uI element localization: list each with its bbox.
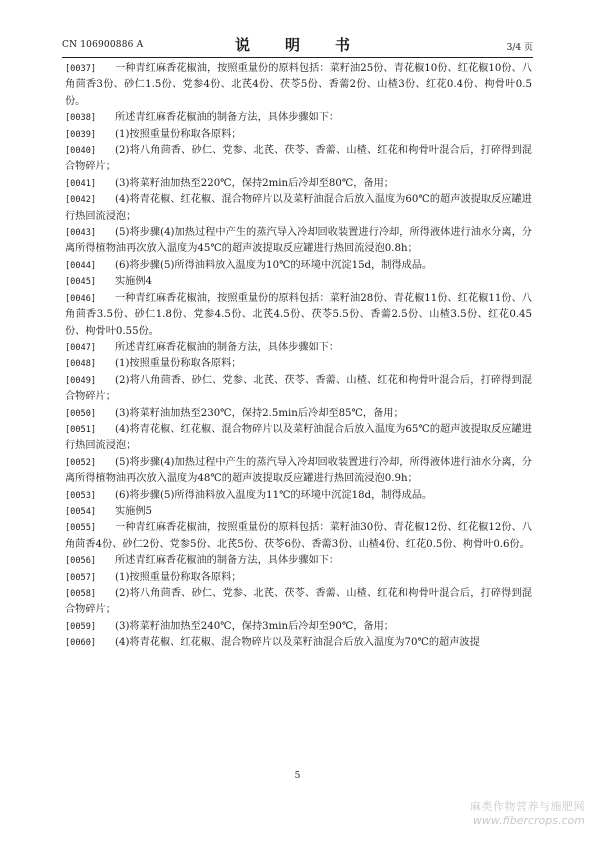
document-title: 说 明 书 [234,36,360,54]
paragraph-text: (6)将步骤(5)所得油料放入温度为11℃的环境中沉淀18d，制得成品。 [115,489,433,501]
paragraph-text: (5)将步骤(4)加热过程中产生的蒸汽导入冷却回收装置进行冷却，所得液体进行油水分离，分离所得植物油再次放入温度为45℃的超声波提取反应罐进行热回流浸泡0.8h； [65,227,532,255]
paragraph-number: [0047] [65,342,97,353]
paragraph-text: (2)将八角茴香、砂仁、党参、北芪、茯苓、香薷、山楂、红花和枸骨叶混合后，打碎得到混合物碎片； [65,145,532,173]
paragraph [65,406,532,422]
paragraph-number: [0038] [65,113,97,124]
paragraph-text: (1)按照重量份称取各原料； [115,128,242,140]
paragraph [65,340,532,356]
paragraph [65,520,532,553]
paragraph [65,61,532,110]
paragraph-number: [0058] [65,589,97,599]
paragraph [65,570,532,586]
paragraph-number: [0051] [65,424,97,435]
watermark [470,800,585,828]
paragraph-number: [0055] [65,523,97,534]
paragraph-number: [0054] [65,506,97,517]
paragraph-text: (4)将青花椒、红花椒、混合物碎片以及菜籽油混合后放入温度为65℃的超声波提取反应罐进行热回流浸泡； [65,423,532,452]
paragraph-text: (2)将八角茴香、砂仁、党参、北芪、茯苓、香薷、山楂、红花和枸骨叶混合后，打碎得到混合物碎片； [65,588,532,616]
page-indicator: 3/4 页 [506,43,533,53]
paragraph [65,455,532,488]
watermark-site-name: 麻类作物营养与施肥网 [470,800,585,813]
paragraph-text: (4)将青花椒、红花椒、混合物碎片以及菜籽油混合后放入温度为60℃的超声波提取反应罐进行热回流浸泡； [65,194,532,222]
paragraph-text: 所述青红麻香花椒油的制备方法，具体步骤如下： [115,112,340,124]
paragraph-number: [0057] [65,572,97,583]
paragraph-number: [0059] [65,621,97,632]
paragraph-text: 实施例5 [115,505,153,517]
paragraph [65,586,532,619]
paragraph [65,373,532,406]
page-number: 5 [294,771,301,781]
paragraph-text: (6)将步骤(5)所得油料放入温度为10℃的环境中沉淀15d，制得成品。 [115,259,433,271]
paragraph [65,619,532,635]
paragraph [65,143,532,176]
paragraph-text: 所述青红麻香花椒油的制备方法，具体步骤如下： [115,341,340,353]
paragraph-text: (2)将八角茴香、砂仁、党参、北芪、茯苓、香薷、山楂、红花和枸骨叶混合后，打碎得到混合物碎片； [65,374,532,403]
paragraph-number: [0044] [65,260,97,271]
paragraph-text: 一种青红麻香花椒油，按照重量份的原料包括：菜籽油25份、青花椒10份、红花椒10份、八角茴香3份、砂仁1.5份、党参4份、北芪4份、茯苓5份、香薷2份、山楂3份、红花0.4份、枸骨叶0.5份。 [65,63,532,107]
paragraph-text: (3)将菜籽油加热至220℃，保持2min后冷却至80℃，备用； [115,177,394,189]
paragraph-number: [0048] [65,359,97,370]
paragraph-number: [0045] [65,277,97,288]
paragraph-number: [0056] [65,556,97,567]
paragraph-number: [0052] [65,457,97,468]
paragraph [65,258,532,274]
paragraph-number: [0037] [65,64,97,74]
paragraph [65,274,532,290]
paragraph-number: [0040] [65,146,97,157]
paragraph [65,635,532,651]
header-divider [62,57,533,58]
paragraph [65,192,532,225]
paragraph-text: 一种青红麻香花椒油，按照重量份的原料包括：菜籽油30份、青花椒12份、红花椒12份、八角茴香4份、砂仁2份、党参5份、北芪5份、茯苓6份、香薷3份、山楂4份、红花0.5份、枸骨叶0.6份。 [65,522,532,550]
paragraph-text: (4)将青花椒、红花椒、混合物碎片以及菜籽油混合后放入温度为70℃的超声波提 [115,637,480,649]
paragraph [65,488,532,504]
paragraph-number: [0050] [65,408,97,419]
paragraph [65,225,532,258]
paragraph-number: [0042] [65,195,97,206]
paragraph [65,110,532,126]
paragraph-text: 实施例4 [115,276,153,288]
paragraph-text: (3)将菜籽油加热至240℃，保持3min后冷却至90℃，备用； [115,620,394,632]
paragraph-number: [0049] [65,375,97,386]
paragraph [65,504,532,520]
paragraph-number: [0041] [65,178,97,189]
paragraph [65,553,532,569]
paragraph-text: (1)按照重量份称取各原料； [115,571,242,583]
paragraph-text: 所述青红麻香花椒油的制备方法，具体步骤如下： [115,555,340,567]
paragraph [65,356,532,372]
paragraph-number: [0039] [65,129,97,140]
paragraph-text: (3)将菜籽油加热至230℃，保持2.5min后冷却至85℃，备用； [115,407,404,419]
watermark-url: www.fibercrops.com [472,814,585,827]
paragraph-text: (1)按照重量份称取各原料； [115,358,242,370]
paragraph-number: [0060] [65,638,97,649]
paragraph-number: [0046] [65,293,97,304]
paragraph-number: [0043] [65,228,97,239]
paragraph [65,127,532,143]
paragraph-text: 一种青红麻香花椒油，按照重量份的原料包括：菜籽油28份、青花椒11份、红花椒11份、八角茴香3.5份、砂仁1.8份、党参4.5份、北芪4.5份、茯苓5.5份、香薷2.5份、山楂3.5份、红花0.45份、枸骨叶0.55份。 [65,292,532,337]
paragraph [65,176,532,192]
page-header [62,34,533,56]
paragraph-text: (5)将步骤(4)加热过程中产生的蒸汽导入冷却回收装置进行冷却，所得液体进行油水分离，分离所得植物油再次放入温度为48℃的超声波提取反应罐进行热回流浸泡0.9h； [65,456,532,485]
document-body [65,61,532,652]
paragraph [65,291,532,340]
paragraph-number: [0053] [65,490,97,501]
paragraph [65,422,532,455]
publication-number: CN 106900886 A [62,40,144,50]
